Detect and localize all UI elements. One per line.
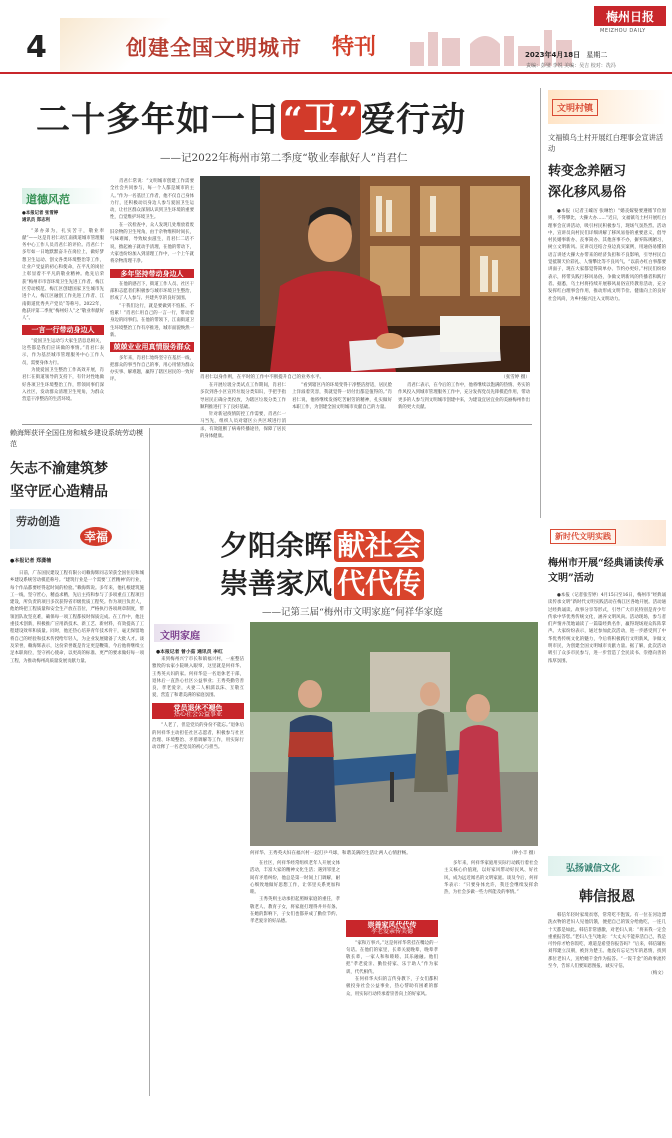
sidebar-integrity	[548, 856, 666, 1096]
article-2-photo-caption	[250, 850, 538, 856]
subheading: 多年坚持带动身边人	[110, 269, 194, 278]
badge-wenming-cunzhen: 文明村镇	[552, 99, 598, 116]
title-line-2-pre: 崇善家风	[220, 567, 333, 600]
article-2-col-2	[250, 860, 340, 1096]
sidebar-2-headline-2: 坚守匠心造精品	[10, 484, 108, 500]
paragraph: “人老了，但是党员的身份不能忘。”退休后的何祥华主动担任社区志愿者，积极参与社区治理、环境整治、矛盾调解等工作，用实际行动诠释了一名老党员的初心与担当。	[152, 723, 244, 751]
sidebar-badge	[548, 90, 666, 124]
article-2-title-line-1	[220, 524, 424, 564]
photo-credit: （张雪婷 摄）	[500, 375, 530, 380]
sidebar-3-body: ●本报（记者张雪婷）4月15日至16日，梅州市“经典诵读传承文明”新时代文明实践活动在梅江区各地开展。活动通过经典诵读、故事分享等形式，引导广大市民特别是青少年传承中华优秀传统文化，涵养文明风尚。活动现场，参与者们声情并茂地诵读了一篇篇经典名作，赢得现场观众阵阵掌声。大家纷纷表示，通过参加此次活动，进一步感受到了中华优秀传统文化的魅力，今后将积极践行文明新风，争做文明市民，为创建全国文明城市贡献力量。据了解，此次活动吸引了众多市民参与，进一步营造了全民读书、崇德向善的浓厚氛围。	[548, 593, 666, 664]
paragraph: 多年来，何祥华家庭用实际行动践行着社会主义核心价值观，以好家风带动好民风、好社风，成为远近闻名的文明家庭。谈及今后，何祥华表示：“只要身体允许，我还会继续发挥余热，为社会多做一些力所能及的事情。”	[444, 861, 538, 896]
article-2-photo	[250, 622, 538, 846]
source-note: （梅文）	[648, 971, 666, 977]
paragraph: 在他的感召下，街道工作人员、社区干部和志愿者们积极参与城市环境卫生整治，形成了人人参与、共建共享的良好氛围。	[110, 281, 194, 302]
badge-practice: 新时代文明实践	[550, 529, 616, 544]
photo-credit: （钟小丰 摄）	[508, 851, 538, 856]
paragraph: 王秀英则主动承担起照顾家庭的重任，孝敬老人、教育子女，将家庭打理得井井有条。在她的影响下，子女们也都养成了勤俭节约、孝老爱亲的好品德。	[250, 897, 340, 925]
paper-name: 梅州日报	[605, 10, 654, 24]
subheading	[346, 920, 438, 937]
article-1-photo-caption	[200, 374, 530, 380]
badge-family-text: 文明家庭	[160, 631, 200, 642]
photo-couple-ping-pong	[250, 622, 538, 846]
article-2-subtitle: ——记第三届“梅州市文明家庭”何祥华家庭	[262, 607, 443, 618]
page-header	[0, 0, 672, 74]
column-badge-daode	[22, 188, 104, 204]
sidebar-village	[548, 90, 666, 510]
article-2	[152, 524, 538, 1096]
paragraph: 在开展垃圾分类试点工作期间，肖君仁多次到各小区宣传垃圾分类知识，手把手指导居民正确分类投放，为辖区垃圾分类工作顺利推进打下了良好基础。	[200, 383, 286, 410]
article-1-subtitle: ——记2022年梅州市第二季度“敬业奉献好人”肖君仁	[160, 152, 408, 164]
paragraph: “弟办弟为，扎实苦干，敬业奉献”——这是肖君仁对江南街道城市管理服务中心工作人员肖君仁的评价。肖君仁十多年如一日地默默奋斗在岗位上，做好梦想卫生运动、创文各类环境整治等工作，让业户受益的初心和使命，在平凡的岗位上彰显着不平凡的敬业精神。他先后荣获“梅州市市容环境卫生先进工作者、梅江区劳动模范、梅江区创建国家卫生城市先进个人、梅江区融创工作先进工作者、江南街道优秀共产党员”等称号。2022年，他获评第二季度“梅州好人”之“敬业奉献好人”。	[22, 228, 104, 322]
column-badge-family	[154, 624, 236, 642]
sidebar-4-headline: 韩信报恩	[579, 889, 635, 905]
article-1-col-3	[200, 382, 286, 440]
special-label: 特刊	[332, 35, 377, 60]
title-line-1-highlight: 献社会	[334, 529, 424, 562]
subheading: 一言一行带动身边人	[22, 325, 104, 334]
sidebar-3-badge	[548, 520, 666, 546]
badge-labor: 劳动创造	[16, 515, 60, 528]
paragraph: “爱国卫生运动与大家生活息息相关，这些都是我们应该做的事情。”肖君仁表示，作为基层城市管理服务中心工作人员，需要身体力行。	[22, 338, 104, 366]
paragraph: 韩信年轻时家境贫寒，常常吃不饱饭。有一位在河边漂洗衣物的老妇人见他饥饿，便把自己的饭分给他吃，一连几十天都是如此。韩信非常感激，对老妇人说：“将来我一定会重重报答您。”老妇人生气地说：“大丈夫不能养活自己，我是可怜你才给你饭吃，难道是希望你报答吗？”后来，韩信辅佐刘邦建立汉朝，被封为楚王。他没有忘记当年的恩情，找到那位老妇人，送给她千金作为报答。“一饭千金”的故事流传至今，告诉人们要知恩图报、诚实守信。	[548, 913, 666, 970]
article-2-byline: ●本报记者 曾小茹 通讯员 李红	[156, 650, 223, 655]
weekday-text: 星期二	[586, 51, 608, 59]
subheading: 兢兢业业用真情服务群众	[110, 342, 194, 351]
article-1-photo	[200, 176, 530, 372]
article-2-title-line-2	[220, 562, 424, 602]
subheading-line-2: 孝老爱亲传美德	[370, 928, 413, 936]
paragraph: 为使爱国卫生整治工作高效开展，肖君仁在街道领导的支持下，有针对性地做好各项卫生环境整治工作，带领同事们深入社区，发动群众清理卫生死角，为群众营造干净整洁的生活环境。	[22, 367, 104, 403]
article-2-col-1	[152, 656, 244, 1096]
section-title: 创建全国文明城市	[126, 36, 302, 60]
sidebar-4-badge	[548, 856, 666, 876]
article-2-col-3	[346, 860, 438, 1096]
column-divider	[540, 88, 541, 518]
page-number: 4	[26, 30, 47, 65]
paragraph: 来到梅州兴宁市长和镇福兴村，一座整洁雅致的农家小院映入眼帘，这里就是何祥华、王秀英夫妇的家。何祥华是一名退休老干部，退休后一直热心社区公益事业；王秀英勤劳善良，孝老爱亲，夫妻二人相濡以沫、互敬互爱，营造了和谐美满的家庭氛围。	[152, 657, 244, 699]
sidebar-kicker: 文福镇乌土村开展红白理事会宣讲活动	[548, 133, 664, 153]
paragraph: 肖君仁常说：“文明城市创建工作需要全社会共同参与，每一个人都是城市的主人。”作为一名基层工作者，他不仅自己身体力行，还积极动员身边人参与爱国卫生运动，让社区群众深刻认识到卫生环境的重要性，自觉维护环境卫生。	[110, 179, 194, 221]
sidebar-3-kicker: 梅州市开展“经典诵读传承文明”活动	[548, 558, 664, 584]
article-1-col-1	[22, 210, 104, 418]
article-1-col-5	[398, 382, 530, 418]
paper-logo	[594, 6, 666, 26]
paragraph: “看到辖区内的环境变得干净整洁舒适，居民脸上洋溢着笑容，我就觉得一切付出都是值得的。”肖君仁说，他将继续发扬吃苦耐劳的精神，扎实做好本职工作，为创建全国文明城市贡献自己的力量。	[292, 383, 392, 410]
article-2-col-4	[444, 860, 538, 1096]
caption-text: 肖君仁以身作则，在平时的工作中不断提升自己的业务水平。	[200, 375, 325, 380]
sidebar-headline-1: 转变念养陋习	[548, 164, 627, 179]
title-line-1-pre: 夕阳余晖	[220, 529, 333, 562]
paragraph: 针对新冠疫情防控工作需要，肖君仁一马当先，组织人员对辖区公共区域进行消杀，有效阻断了病毒传播途径，保障了居民的身体健康。	[200, 412, 286, 440]
subheading-line-1: 党员退休不褪色	[173, 702, 223, 712]
subheading-line-1: 崇善家风代代传	[367, 920, 417, 929]
badge-text: 道德风范	[26, 193, 70, 206]
staff-line: 责编：彭璧 李锐 美编：吴吉 校对：冼冯	[526, 63, 616, 69]
sidebar-headline-2: 深化移风易俗	[548, 185, 627, 200]
paragraph: 在何祥华夫妇的言传身教下，子女们都积极投身社会公益事业，热心帮助有困难的群众，用实际行动传承着崇善向上的好家风。	[346, 977, 438, 997]
subheading-line-2: 热心社会公益事业	[173, 711, 222, 719]
column-divider-2	[149, 428, 150, 1096]
sidebar-practice	[548, 520, 666, 850]
sidebar-2-kicker: 赖海辉获评全国住房和城乡建设系统劳动模范	[10, 429, 143, 448]
title-highlight: “卫”	[283, 100, 360, 140]
sidebar-2-body: 日前，广东国民建设工程有限公司赖海辉同志荣获全国住房和城乡建设系统劳动模范称号。“建筑行业是一个需要‘工匠精神’的行业，每个作品都要经得起时间的检验。”赖海辉说。多年来，他扎根建筑施工一线，坚守匠心，精益求精，先后主持和参与了多项重点工程项目建设，所负责的项目多次获得省市级优质工程奖。作为项目负责人，他始终把工程质量和安全生产放在首位，严格执行各项规章制度，带领团队攻坚克难，确保每一项工程都按时保质完成。在工作中，他注重技术创新，积极推广应用新技术、新工艺、新材料，有效提高了工程建设效率和质量。同时，他还热心培养青年技术骨干，毫无保留地将自己的经验和技术传授给年轻人，为企业发展储备了大批人才。谈及荣誉，赖海辉表示，这份荣誉既是肯定更是鞭策，今后他将继续立足本职岗位，坚守初心使命，以更高的标准、更严的要求做好每一项工程，为推动梅州高质量发展贡献力量。	[10, 571, 144, 664]
subheading	[152, 703, 244, 720]
article-1-title	[36, 92, 516, 141]
badge-labor-sub: 幸福	[80, 527, 112, 546]
sidebar-4-body	[548, 912, 666, 1098]
title-pre: 二十多年如一日	[36, 100, 281, 140]
sidebar-2-badge	[10, 509, 144, 549]
sidebar-2-headline-1: 矢志不渝建筑梦	[10, 461, 108, 477]
paragraph: 多年来，肖君仁始终坚守在基层一线，把群众的事当作自己的事，用心用情为群众办实事、解难题，赢得了辖区居民的一致好评。	[110, 355, 194, 383]
caption-text: 何祥华、王秀英夫妇在福兴村一起打乒乓球，和谐美满的生活让两人心情舒畅。	[250, 851, 411, 856]
title-post: 爱行动	[361, 100, 467, 140]
paragraph: “家和万事兴。”这是何祥华常挂在嘴边的一句话。在他们的家里，长辈关爱晚辈，晚辈孝敬长辈，一家人和和睦睦、其乐融融。他们把“孝老爱亲、勤俭持家、乐于助人”作为家训，代代相传。	[346, 940, 438, 975]
paragraph: 肖君仁表示，在今后的工作中，他将继续以饱满的热情、务实的作风投入到城市管理服务工作中，充分发挥党员先锋模范作用，带动更多的人参与到文明城市创建中来，为建设宜居宜业的美丽梅州作出新的更大贡献。	[398, 383, 530, 410]
photo-man-at-desk	[200, 176, 530, 372]
title-line-2-highlight: 代代传	[334, 567, 424, 600]
horizontal-divider	[22, 424, 532, 425]
paragraph: 在社区，何祥华经常组织老年人开展文体活动，丰富大家的精神文化生活；遇到邻里之间有矛盾纠纷，他总是第一时间上门调解，耐心细致地做好思想工作，让邻里关系更加和睦。	[250, 861, 340, 896]
paper-pinyin: MEIZHOU DAILY	[600, 28, 646, 34]
issue-date	[525, 50, 607, 60]
header-rule	[0, 72, 672, 74]
date-text: 2023年4月18日	[525, 51, 581, 59]
article-1-col-2	[110, 178, 194, 418]
paragraph: “干我们这行，就是要做到不怕脏、不怕累！”肖君仁用自己的一言一行，带动着身边的同事们。在他的带领下，江南街道卫生环境整治工作有序推进，城市面貌焕然一新。	[110, 303, 194, 338]
article-1-col-4	[292, 382, 392, 418]
sidebar-body: ●本报（记者王嵘厉 张琳怡）“婚丧嫁娶要遵循节俭原则，不得攀比，大操大办……”近日，文福镇乌土村开展红白理事会宣讲活动，吸引村民积极参与，现场气氛热烈。活动中，宣讲员向村民们详细讲解了移风易俗的重要意义，倡导村民婚事新办、丧事简办、其他喜事不办，摒弃陈规陋习，树立文明新风。宣讲员还结合身边真实案例，用通俗易懂的语言讲述大操大办带来的经济负担和不良影响，引导村民自觉抵制天价彩礼、人情攀比等不良风气。“以前办红白事都要讲面子，现在大家都觉得简单办、节约办更好。”村民们纷纷表示，将带头践行移风易俗，争做文明新风的传播者和践行者。据悉，乌土村将持续开展移风易俗宣传教育活动，充分发挥红白理事会作用，推动形成文明节俭、健康向上的良好社会风尚，为乡村振兴注入文明动力。	[548, 209, 666, 302]
sidebar-2-byline: ●本报记者 郑潇楠	[10, 558, 52, 564]
badge-integrity: 弘扬诚信文化	[566, 864, 621, 874]
paragraph: 在一次检查中，众人发现几处堆放着废旧杂物的卫生死角，由于杂物堆积时间长，气味难闻，导致蚊虫滋生，肖君仁二话不说，撸起袖子就动手清理，在他的带动下，大家也纷纷加入到清理工作中，一个上午就将杂物清理干净。	[110, 222, 194, 265]
sidebar-labor	[10, 428, 144, 1100]
byline: ●本报记者 张雪婷 通讯员 郑志利	[22, 211, 59, 224]
